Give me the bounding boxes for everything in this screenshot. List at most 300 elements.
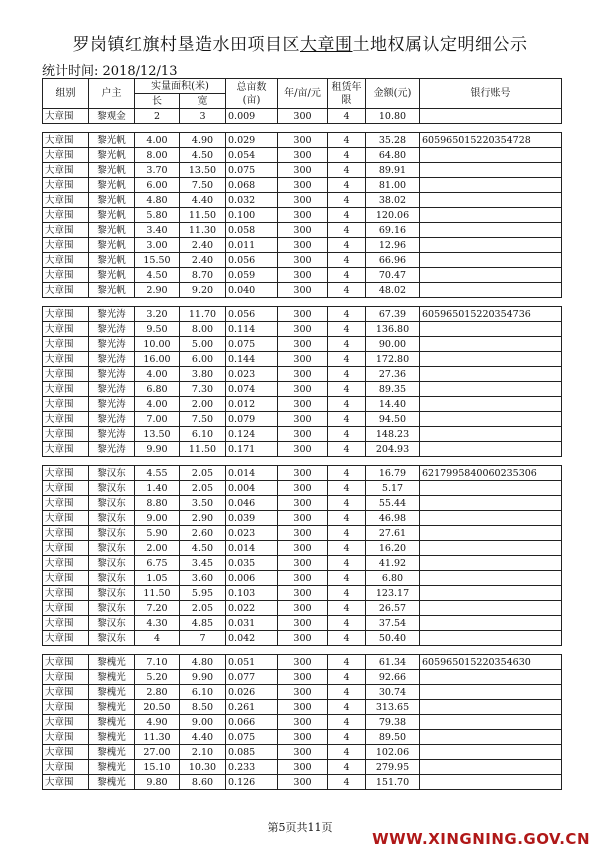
amount-cell: 27.61 (366, 526, 420, 541)
width-cell: 11.30 (180, 223, 226, 238)
width-cell: 2.40 (180, 238, 226, 253)
table-row (43, 655, 562, 670)
rate-cell: 300 (278, 685, 328, 700)
width-cell: 9.00 (180, 715, 226, 730)
amount-cell: 30.74 (366, 685, 420, 700)
width-cell: 4.85 (180, 616, 226, 631)
group-cell: 大章围 (43, 526, 89, 541)
bank-account-cell (420, 352, 562, 367)
width-cell: 7.30 (180, 382, 226, 397)
width-cell: 2.00 (180, 397, 226, 412)
width-cell: 2.05 (180, 466, 226, 481)
table-row (43, 745, 562, 760)
width-cell: 4.80 (180, 655, 226, 670)
rate-cell: 300 (278, 700, 328, 715)
owner-cell: 黎汉东 (89, 481, 135, 496)
group-cell: 大章围 (43, 337, 89, 352)
amount-cell: 90.00 (366, 337, 420, 352)
owner-cell: 黎光涛 (89, 442, 135, 457)
amount-cell: 46.98 (366, 511, 420, 526)
years-cell: 4 (328, 193, 366, 208)
amount-cell: 81.00 (366, 178, 420, 193)
amount-cell: 50.40 (366, 631, 420, 646)
years-cell: 4 (328, 655, 366, 670)
owner-cell: 黎汉东 (89, 526, 135, 541)
length-cell: 2.00 (135, 541, 180, 556)
table-row (43, 322, 562, 337)
group-cell: 大章围 (43, 382, 89, 397)
acres-cell: 0.046 (226, 496, 278, 511)
years-cell: 4 (328, 685, 366, 700)
group-cell: 大章围 (43, 511, 89, 526)
rate-cell: 300 (278, 616, 328, 631)
acres-cell: 0.056 (226, 307, 278, 322)
owner-cell: 黎槐光 (89, 715, 135, 730)
table-row (43, 337, 562, 352)
group-cell: 大章围 (43, 655, 89, 670)
amount-cell: 92.66 (366, 670, 420, 685)
width-cell: 11.70 (180, 307, 226, 322)
bank-account-cell (420, 511, 562, 526)
owner-cell: 黎光涛 (89, 367, 135, 382)
acres-cell: 0.014 (226, 466, 278, 481)
rate-cell: 300 (278, 631, 328, 646)
amount-cell: 67.39 (366, 307, 420, 322)
amount-cell: 89.91 (366, 163, 420, 178)
width-cell: 8.00 (180, 322, 226, 337)
years-cell: 4 (328, 511, 366, 526)
length-cell: 3.40 (135, 223, 180, 238)
amount-cell: 64.80 (366, 148, 420, 163)
years-cell: 4 (328, 412, 366, 427)
length-cell: 2.80 (135, 685, 180, 700)
width-cell: 7 (180, 631, 226, 646)
bank-account-cell (420, 337, 562, 352)
width-cell: 4.90 (180, 133, 226, 148)
acres-cell: 0.079 (226, 412, 278, 427)
bank-account-cell (420, 670, 562, 685)
group-cell: 大章围 (43, 208, 89, 223)
years-cell: 4 (328, 541, 366, 556)
page-number: 第5页共11页 (267, 821, 333, 834)
acres-cell: 0.006 (226, 571, 278, 586)
owner-cell: 黎汉东 (89, 496, 135, 511)
bank-account-cell (420, 268, 562, 283)
header-total: 总亩数(亩) (226, 79, 278, 109)
years-cell: 4 (328, 268, 366, 283)
length-cell: 4.30 (135, 616, 180, 631)
rate-cell: 300 (278, 775, 328, 790)
group-cell: 大章围 (43, 481, 89, 496)
rate-cell: 300 (278, 382, 328, 397)
rate-cell: 300 (278, 541, 328, 556)
amount-cell: 136.80 (366, 322, 420, 337)
amount-cell: 37.54 (366, 616, 420, 631)
years-cell: 4 (328, 148, 366, 163)
bank-account-cell (420, 586, 562, 601)
rate-cell: 300 (278, 511, 328, 526)
land-rights-table (42, 78, 562, 790)
table-row (43, 133, 562, 148)
owner-cell: 黎光帆 (89, 163, 135, 178)
page-title: 罗岗镇红旗村垦造水田项目区大章围土地权属认定明细公示 (72, 35, 528, 55)
table-row (43, 556, 562, 571)
rate-cell: 300 (278, 760, 328, 775)
group-cell: 大章围 (43, 412, 89, 427)
owner-cell: 黎光涛 (89, 427, 135, 442)
header-rate: 年/亩/元 (278, 79, 328, 109)
length-cell: 7.10 (135, 655, 180, 670)
table-row (43, 700, 562, 715)
years-cell: 4 (328, 481, 366, 496)
bank-account-cell: 605965015220354728 (420, 133, 562, 148)
amount-cell: 69.16 (366, 223, 420, 238)
length-cell: 4.90 (135, 715, 180, 730)
amount-cell: 279.95 (366, 760, 420, 775)
bank-account-cell (420, 442, 562, 457)
rate-cell: 300 (278, 148, 328, 163)
rate-cell: 300 (278, 193, 328, 208)
owner-cell: 黎观金 (89, 109, 135, 124)
width-cell: 2.40 (180, 253, 226, 268)
owner-cell: 黎光帆 (89, 193, 135, 208)
group-cell: 大章围 (43, 715, 89, 730)
table-row (43, 571, 562, 586)
width-cell: 8.50 (180, 700, 226, 715)
table-row (43, 760, 562, 775)
rate-cell: 300 (278, 745, 328, 760)
table-row (43, 223, 562, 238)
acres-cell: 0.058 (226, 223, 278, 238)
length-cell: 27.00 (135, 745, 180, 760)
length-cell: 4.50 (135, 268, 180, 283)
header-group: 组别 (43, 79, 89, 109)
acres-cell: 0.042 (226, 631, 278, 646)
amount-cell: 61.34 (366, 655, 420, 670)
length-cell: 5.80 (135, 208, 180, 223)
acres-cell: 0.144 (226, 352, 278, 367)
bank-account-cell (420, 730, 562, 745)
width-cell: 8.60 (180, 775, 226, 790)
acres-cell: 0.051 (226, 655, 278, 670)
years-cell: 4 (328, 730, 366, 745)
bank-account-cell (420, 616, 562, 631)
rate-cell: 300 (278, 427, 328, 442)
header-owner: 户主 (89, 79, 135, 109)
length-cell: 4.00 (135, 133, 180, 148)
years-cell: 4 (328, 670, 366, 685)
amount-cell: 79.38 (366, 715, 420, 730)
rate-cell: 300 (278, 268, 328, 283)
acres-cell: 0.023 (226, 526, 278, 541)
owner-cell: 黎光帆 (89, 223, 135, 238)
years-cell: 4 (328, 556, 366, 571)
amount-cell: 41.92 (366, 556, 420, 571)
years-cell: 4 (328, 253, 366, 268)
length-cell: 9.00 (135, 511, 180, 526)
length-cell: 5.20 (135, 670, 180, 685)
years-cell: 4 (328, 337, 366, 352)
width-cell: 5.00 (180, 337, 226, 352)
years-cell: 4 (328, 352, 366, 367)
table-row (43, 511, 562, 526)
years-cell: 4 (328, 496, 366, 511)
owner-cell: 黎汉东 (89, 601, 135, 616)
table-row (43, 496, 562, 511)
acres-cell: 0.261 (226, 700, 278, 715)
length-cell: 3.20 (135, 307, 180, 322)
owner-cell: 黎光帆 (89, 148, 135, 163)
owner-cell: 黎光涛 (89, 337, 135, 352)
acres-cell: 0.114 (226, 322, 278, 337)
acres-cell: 0.012 (226, 397, 278, 412)
length-cell: 7.20 (135, 601, 180, 616)
amount-cell: 6.80 (366, 571, 420, 586)
bank-account-cell (420, 178, 562, 193)
table-row (43, 670, 562, 685)
amount-cell: 172.80 (366, 352, 420, 367)
acres-cell: 0.014 (226, 541, 278, 556)
bank-account-cell (420, 148, 562, 163)
amount-cell: 66.96 (366, 253, 420, 268)
owner-cell: 黎汉东 (89, 571, 135, 586)
length-cell: 4.80 (135, 193, 180, 208)
group-cell: 大章围 (43, 109, 89, 124)
bank-account-cell (420, 715, 562, 730)
bank-account-cell (420, 208, 562, 223)
years-cell: 4 (328, 700, 366, 715)
table-row (43, 148, 562, 163)
length-cell: 15.10 (135, 760, 180, 775)
group-cell: 大章围 (43, 586, 89, 601)
years-cell: 4 (328, 601, 366, 616)
bank-account-cell (420, 571, 562, 586)
owner-cell: 黎汉东 (89, 631, 135, 646)
rate-cell: 300 (278, 253, 328, 268)
width-cell: 8.70 (180, 268, 226, 283)
amount-cell: 5.17 (366, 481, 420, 496)
rate-cell: 300 (278, 163, 328, 178)
acres-cell: 0.004 (226, 481, 278, 496)
length-cell: 4.00 (135, 367, 180, 382)
owner-cell: 黎光帆 (89, 208, 135, 223)
table-row (43, 685, 562, 700)
owner-cell: 黎光帆 (89, 283, 135, 298)
acres-cell: 0.029 (226, 133, 278, 148)
years-cell: 4 (328, 775, 366, 790)
table-row (43, 586, 562, 601)
group-cell: 大章围 (43, 133, 89, 148)
owner-cell: 黎槐光 (89, 685, 135, 700)
header-amount: 金额(元) (366, 79, 420, 109)
acres-cell: 0.233 (226, 760, 278, 775)
acres-cell: 0.054 (226, 148, 278, 163)
width-cell: 3.50 (180, 496, 226, 511)
group-cell: 大章围 (43, 163, 89, 178)
owner-cell: 黎汉东 (89, 586, 135, 601)
table-row (43, 307, 562, 322)
group-separator (43, 124, 562, 133)
bank-account-cell (420, 367, 562, 382)
length-cell: 9.90 (135, 442, 180, 457)
years-cell: 4 (328, 163, 366, 178)
bank-account-cell (420, 481, 562, 496)
rate-cell: 300 (278, 496, 328, 511)
acres-cell: 0.068 (226, 178, 278, 193)
length-cell: 11.30 (135, 730, 180, 745)
length-cell: 9.80 (135, 775, 180, 790)
table-row (43, 412, 562, 427)
rate-cell: 300 (278, 601, 328, 616)
amount-cell: 14.40 (366, 397, 420, 412)
length-cell: 1.40 (135, 481, 180, 496)
years-cell: 4 (328, 109, 366, 124)
amount-cell: 35.28 (366, 133, 420, 148)
amount-cell: 89.35 (366, 382, 420, 397)
table-row (43, 193, 562, 208)
bank-account-cell (420, 163, 562, 178)
group-cell: 大章围 (43, 397, 89, 412)
length-cell: 15.50 (135, 253, 180, 268)
group-cell: 大章围 (43, 427, 89, 442)
table-row (43, 283, 562, 298)
amount-cell: 120.06 (366, 208, 420, 223)
acres-cell: 0.075 (226, 163, 278, 178)
bank-account-cell (420, 427, 562, 442)
length-cell: 16.00 (135, 352, 180, 367)
group-cell: 大章围 (43, 541, 89, 556)
table-row (43, 481, 562, 496)
years-cell: 4 (328, 223, 366, 238)
group-cell: 大章围 (43, 601, 89, 616)
acres-cell: 0.040 (226, 283, 278, 298)
acres-cell: 0.009 (226, 109, 278, 124)
years-cell: 4 (328, 526, 366, 541)
group-cell: 大章围 (43, 367, 89, 382)
table-row (43, 775, 562, 790)
group-cell: 大章围 (43, 193, 89, 208)
years-cell: 4 (328, 397, 366, 412)
owner-cell: 黎光帆 (89, 268, 135, 283)
acres-cell: 0.059 (226, 268, 278, 283)
width-cell: 9.90 (180, 670, 226, 685)
group-cell: 大章围 (43, 238, 89, 253)
length-cell: 3.70 (135, 163, 180, 178)
group-cell: 大章围 (43, 760, 89, 775)
years-cell: 4 (328, 307, 366, 322)
length-cell: 2 (135, 109, 180, 124)
bank-account-cell (420, 745, 562, 760)
acres-cell: 0.077 (226, 670, 278, 685)
length-cell: 1.05 (135, 571, 180, 586)
amount-cell: 102.06 (366, 745, 420, 760)
group-cell: 大章围 (43, 745, 89, 760)
width-cell: 7.50 (180, 178, 226, 193)
bank-account-cell (420, 412, 562, 427)
rate-cell: 300 (278, 367, 328, 382)
width-cell: 2.05 (180, 601, 226, 616)
bank-account-cell (420, 382, 562, 397)
years-cell: 4 (328, 745, 366, 760)
length-cell: 9.50 (135, 322, 180, 337)
width-cell: 4.40 (180, 730, 226, 745)
group-cell: 大章围 (43, 496, 89, 511)
amount-cell: 16.20 (366, 541, 420, 556)
rate-cell: 300 (278, 412, 328, 427)
years-cell: 4 (328, 178, 366, 193)
bank-account-cell (420, 631, 562, 646)
years-cell: 4 (328, 616, 366, 631)
bank-account-cell (420, 775, 562, 790)
owner-cell: 黎槐光 (89, 700, 135, 715)
amount-cell: 148.23 (366, 427, 420, 442)
group-separator (43, 646, 562, 655)
bank-account-cell (420, 556, 562, 571)
group-cell: 大章围 (43, 700, 89, 715)
owner-cell: 黎槐光 (89, 775, 135, 790)
length-cell: 4.55 (135, 466, 180, 481)
owner-cell: 黎汉东 (89, 466, 135, 481)
acres-cell: 0.126 (226, 775, 278, 790)
rate-cell: 300 (278, 397, 328, 412)
bank-account-cell (420, 601, 562, 616)
table-row (43, 442, 562, 457)
width-cell: 10.30 (180, 760, 226, 775)
length-cell: 3.00 (135, 238, 180, 253)
width-cell: 7.50 (180, 412, 226, 427)
width-cell: 3.80 (180, 367, 226, 382)
rate-cell: 300 (278, 466, 328, 481)
width-cell: 2.05 (180, 481, 226, 496)
amount-cell: 38.02 (366, 193, 420, 208)
years-cell: 4 (328, 586, 366, 601)
rate-cell: 300 (278, 337, 328, 352)
group-cell: 大章围 (43, 307, 89, 322)
owner-cell: 黎光涛 (89, 412, 135, 427)
bank-account-cell (420, 109, 562, 124)
bank-account-cell: 605965015220354630 (420, 655, 562, 670)
bank-account-cell (420, 700, 562, 715)
rate-cell: 300 (278, 133, 328, 148)
acres-cell: 0.103 (226, 586, 278, 601)
amount-cell: 16.79 (366, 466, 420, 481)
table-row (43, 238, 562, 253)
header-bank: 银行账号 (420, 79, 562, 109)
owner-cell: 黎槐光 (89, 730, 135, 745)
group-cell: 大章围 (43, 775, 89, 790)
acres-cell: 0.075 (226, 730, 278, 745)
acres-cell: 0.032 (226, 193, 278, 208)
group-cell: 大章围 (43, 148, 89, 163)
table-row (43, 268, 562, 283)
years-cell: 4 (328, 367, 366, 382)
group-cell: 大章围 (43, 253, 89, 268)
amount-cell: 89.50 (366, 730, 420, 745)
years-cell: 4 (328, 631, 366, 646)
years-cell: 4 (328, 322, 366, 337)
rate-cell: 300 (278, 715, 328, 730)
group-cell: 大章围 (43, 223, 89, 238)
amount-cell: 10.80 (366, 109, 420, 124)
table-row (43, 616, 562, 631)
years-cell: 4 (328, 715, 366, 730)
table-row (43, 730, 562, 745)
owner-cell: 黎槐光 (89, 745, 135, 760)
bank-account-cell (420, 760, 562, 775)
group-cell: 大章围 (43, 571, 89, 586)
bank-account-cell (420, 238, 562, 253)
amount-cell: 12.96 (366, 238, 420, 253)
